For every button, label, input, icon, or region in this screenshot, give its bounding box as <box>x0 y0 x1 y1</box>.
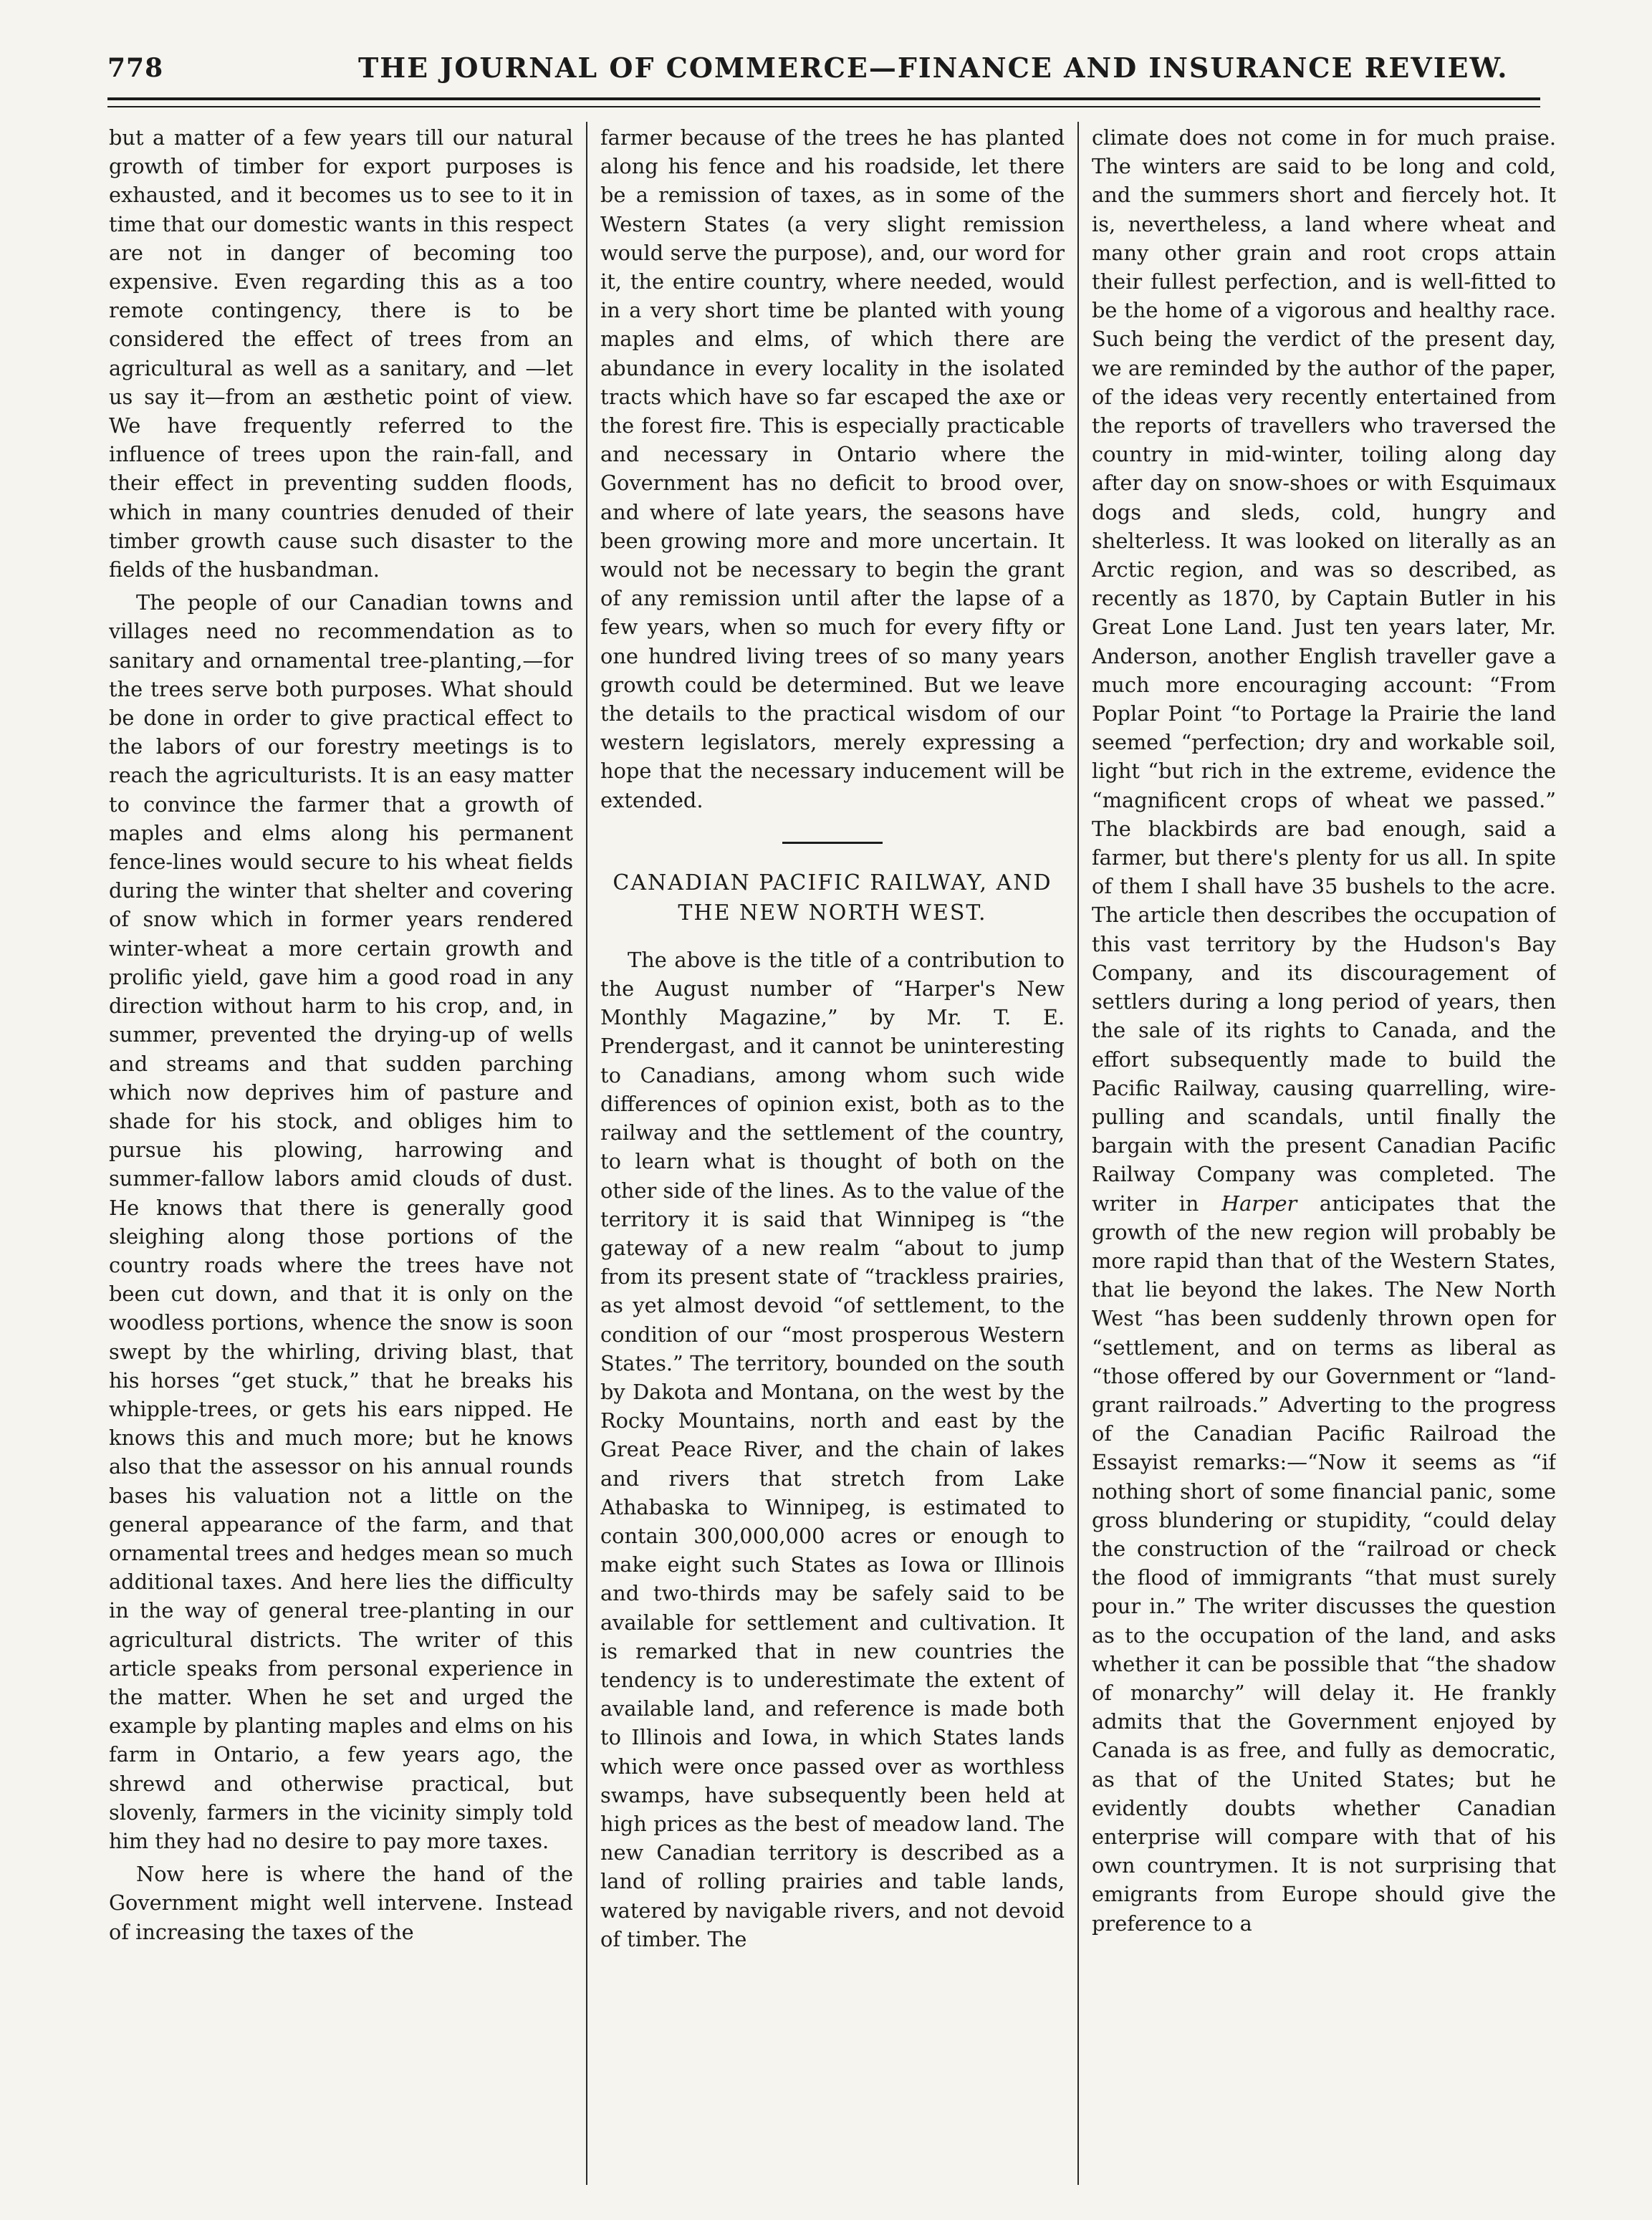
section-heading-line-1: CANADIAN PACIFIC RAILWAY, AND <box>613 870 1052 895</box>
section-heading-line-2: THE NEW NORTH WEST. <box>678 900 987 926</box>
column-2 <box>600 123 1065 2186</box>
paragraph: farmer because of the trees he has planted along his fence and his roadside, let there be a remission of taxes, as in some of the Western States (a very slight remission would serve the purpose), and, our word for it, the entire country, where needed, would in a very short time be planted with young maples and elms, of which there are abundance in every locality in the isolated tracts which have so far escaped the axe or the forest fire. This is especially practicable and necessary in Ontario where the Government has no deficit to brood over, and where of late years, the seasons have been growing more and more uncertain. It would not be necessary to begin the grant of any remission until after the lapse of a few years, when so much for every fifty or one hundred living trees of so many years growth could be determined. But we leave the details to the practical wisdom of our western legislators, merely expressing a hope that the necessary inducement will be extended. <box>600 125 1065 812</box>
paragraph: The people of our Canadian towns and villages need no recommendation as to sanitary and ornamental tree-planting,—for the trees serve both purposes. What should be done in order to give practical effect to the labors of our forestry meetings is to reach the agriculturists. It is an easy matter to convince the farmer that a growth of maples and elms along his permanent fence-lines would secure to his wheat fields during the winter that shelter and covering of snow which in former years rendered winter-wheat a more certain growth and prolific yield, gave him a good road in any direction without harm to his crop, and, in summer, prevented the drying-up of wells and streams and that sudden parching which now deprives him of pasture and shade for his stock, and obliges him to pursue his plowing, harrowing and summer-fallow labors amid clouds of dust. He knows that there is generally good sleighing along those portions of the country roads where the trees have not been cut down, and that it is only on the woodless portions, whence the snow is soon swept by the whirling, driving blast, that his horses “get stuck,” that he breaks his whipple-trees, or gets his ears nipped. He knows this and much more; but he knows also that the assessor on his annual rounds bases his valuation not a little on the general appearance of the farm, and that ornamental trees and hedges mean so much additional taxes. And here lies the difficulty in the way of general tree-planting in our agricultural districts. The writer of this article speaks from personal experience in the matter. When he set and urged the example by planting maples and elms on his farm in Ontario, a few years ago, the shrewd and otherwise practical, but slovenly, farmers in the vicinity simply told him they had no desire to pay more taxes. <box>109 590 573 1853</box>
paragraph <box>1092 123 1556 1938</box>
column-1 <box>109 123 573 2186</box>
section-divider-rule <box>782 842 883 844</box>
page-number: 778 <box>107 53 164 83</box>
section-heading <box>600 868 1065 928</box>
column-3 <box>1092 123 1556 2186</box>
paragraph: Now here is where the hand of the Government might well intervene. Instead of increasing the taxes of the <box>109 1862 573 1944</box>
paragraph-text: anticipates that the growth of the new region will probably be more rapid than that of the Western States, that lie beyond the lakes. The New North West “has been suddenly thrown open for “settlement, and on terms as liberal as “those offered by our Government or “land-grant railroads.” Adverting to the progress of the Canadian Pacific Railroad the Essayist remarks:—“Now it seems as “if nothing short of some financial panic, some gross blundering or stupidity, “could delay the construction of the “railroad or check the flood of immigrants “that must surely pour in.” The writer discusses the question as to the occupation of the land, and asks whether it can be possible that “the shadow of monarchy” will delay it. He frankly admits that the Government enjoyed by Canada is as free, and fully as democratic, as that of the United States; but he evidently doubts whether Canadian enterprise will compare with that of his own countrymen. It is not surprising that emigrants from Europe should give the preference to a <box>1092 1191 1556 1936</box>
column-divider <box>1077 122 1079 2185</box>
paragraph-text: climate does not come in for much praise. The winters are said to be long and cold, and the summers short and fiercely hot. It is, nevertheless, a land where wheat and many other grain and root crops attain their fullest perfection, and is well-fitted to be the home of a vigorous and healthy race. Such being the verdict of the present day, we are reminded by the author of the paper, of the ideas very recently entertained from the reports of travellers who traversed the country in mid-winter, toiling along day after day on snow-shoes or with Esquimaux dogs and sleds, cold, hungry and shelterless. It was looked on literally as an Arctic region, and was so described, as recently as 1870, by Captain Butler in his Great Lone Land. Just ten years later, Mr. Anderson, another English traveller gave a much more encouraging account: “From Poplar Point “to Portage la Prairie the land seemed “perfection; dry and workable soil, light “but rich in the extreme, evidence the “magnificent crops of wheat we passed.” The blackbirds are bad enough, said a farmer, but there's plenty for us all. In spite of them I shall have 35 bushels to the acre. The article then describes the occupation of this vast territory by the Hudson's Bay Company, and its discouragement of settlers during a long period of years, then the sale of its rights to Canada, and the effort subsequently made to build the Pacific Railway, causing quarrelling, wire-pulling and scandals, until finally the bargain with the present Canadian Pacific Railway Company was completed. The writer in <box>1092 125 1556 1216</box>
column-divider <box>586 122 587 2185</box>
running-title: THE JOURNAL OF COMMERCE—FINANCE AND INSURANCE REVIEW. <box>358 52 1509 84</box>
header-rule-thin <box>107 106 1540 107</box>
paragraph: but a matter of a few years till our natural growth of timber for export purposes is exhausted, and it becomes us to see to it in time that our domestic wants in this respect are not in danger of becoming too expensive. Even regarding this as a too remote contingency, there is to be considered the effect of trees from an agricultural as well as a sanitary, and —let us say it—from an æsthetic point of view. We have frequently referred to the influence of trees upon the rain-fall, and their effect in preventing sudden floods, which in many countries denuded of their timber growth cause such disaster to the fields of the husbandman. <box>109 125 573 582</box>
paragraph: The above is the title of a contribution to the August number of “Harper's New Monthly Magazine,” by Mr. T. E. Prendergast, and it cannot be uninteresting to Canadians, among whom such wide differences of opinion exist, both as to the railway and the settlement of the country, to learn what is thought of both on the other side of the lines. As to the value of the territory it is said that Winnipeg is “the gateway of a new realm “about to jump from its present state of “trackless prairies, as yet almost devoid “of settlement, to the condition of our “most prosperous Western States.” The territory, bounded on the south by Dakota and Montana, on the west by the Rocky Mountains, north and east by the Great Peace River, and the chain of lakes and rivers that stretch from Lake Athabaska to Winnipeg, is estimated to contain 300,000,000 acres or enough to make eight such States as Iowa or Illinois and two-thirds may be safely said to be available for settlement and cultivation. It is remarked that in new countries the tendency is to underestimate the extent of available land, and reference is made both to Illinois and Iowa, in which States lands which were once passed over as worthless swamps, have subsequently been held at high prices as the best of meadow land. The new Canadian territory is described as a land of rolling prairies and table lands, watered by navigable rivers, and not devoid of timber. The <box>600 947 1065 1951</box>
header-rule-thick <box>107 97 1540 100</box>
magazine-name: Harper <box>1221 1191 1297 1216</box>
